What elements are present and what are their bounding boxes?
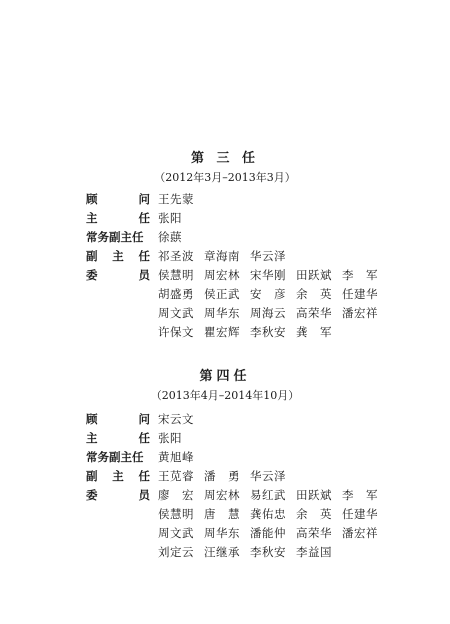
member-name: 宋云文 [158, 412, 194, 426]
member-name: 易红武 [250, 488, 286, 502]
role-label: 副 主 任 [86, 469, 150, 483]
role-label [86, 524, 158, 543]
member-name: 李 军 [342, 268, 378, 282]
member-name: 余 英 [296, 287, 332, 301]
roster-row [86, 304, 426, 323]
member-names [158, 323, 422, 342]
member-name: 侯慧明 [158, 268, 194, 282]
member-name: 周文武 [158, 306, 194, 320]
roster-row [86, 247, 426, 266]
member-name: 周华东 [204, 526, 240, 540]
member-names [158, 228, 422, 247]
member-names [158, 285, 422, 304]
roster-row [86, 524, 426, 543]
member-name: 徐蕻 [158, 230, 182, 244]
member-name: 周宏林 [204, 268, 240, 282]
role-label: 委 员 [86, 268, 150, 282]
member-name: 周海云 [250, 306, 286, 320]
role-label: 主 任 [86, 431, 150, 445]
member-name: 余 英 [296, 507, 332, 521]
roster-row [86, 429, 426, 448]
member-names [158, 247, 422, 266]
member-name: 田跃斌 [296, 268, 332, 282]
roster-row [86, 410, 426, 429]
member-names [158, 448, 422, 467]
member-names [158, 429, 422, 448]
member-name: 潘 勇 [204, 469, 240, 483]
member-name: 高荣华 [296, 306, 332, 320]
role-label: 委 员 [86, 488, 150, 502]
member-name: 王先蒙 [158, 192, 194, 206]
role-label [86, 505, 158, 524]
member-name: 廖 宏 [158, 488, 194, 502]
member-name: 任建华 [342, 507, 378, 521]
role-label: 主 任 [86, 211, 150, 225]
member-name: 刘定云 [158, 545, 194, 559]
member-names [158, 190, 422, 209]
member-name: 侯正武 [204, 287, 240, 301]
member-name: 许保文 [158, 325, 194, 339]
roster-row [86, 285, 426, 304]
member-name: 华云泽 [250, 469, 286, 483]
roster-fourth-term [86, 410, 426, 562]
role-label: 常 务 副 主 任 [86, 450, 144, 464]
member-names [158, 410, 422, 429]
member-name: 章海南 [204, 249, 240, 263]
roster-third-term [86, 190, 426, 342]
member-names [158, 505, 422, 524]
member-name: 潘宏祥 [342, 526, 378, 540]
member-name: 李 军 [342, 488, 378, 502]
section-fourth-term [0, 368, 450, 404]
section-period: （2012年3月–2013年3月） [154, 171, 296, 184]
roster-row [86, 467, 426, 486]
member-names [158, 543, 422, 562]
member-name: 黄旭峰 [158, 450, 194, 464]
member-name: 李秋安 [250, 325, 286, 339]
member-names [158, 304, 422, 323]
role-label: 顾 问 [86, 412, 150, 426]
member-name: 王苋睿 [158, 469, 194, 483]
member-name: 周华东 [204, 306, 240, 320]
member-name: 龚 军 [296, 325, 332, 339]
member-name: 安 彦 [250, 287, 286, 301]
member-name: 潘能仲 [250, 526, 286, 540]
member-name: 唐 慧 [204, 507, 240, 521]
member-name: 胡盛勇 [158, 287, 194, 301]
member-names [158, 266, 422, 285]
role-label [86, 285, 158, 304]
role-label [86, 323, 158, 342]
role-label: 副 主 任 [86, 249, 150, 263]
roster-row [86, 209, 426, 228]
roster-row [86, 190, 426, 209]
member-name: 李益国 [296, 545, 332, 559]
section-third-term [0, 150, 450, 186]
member-names [158, 467, 422, 486]
member-name: 高荣华 [296, 526, 332, 540]
member-name: 汪继承 [204, 545, 240, 559]
member-name: 宋华刚 [250, 268, 286, 282]
member-name: 瞿宏辉 [204, 325, 240, 339]
member-name: 周宏林 [204, 488, 240, 502]
member-name: 潘宏祥 [342, 306, 378, 320]
roster-row [86, 543, 426, 562]
section-title: 第四任 [199, 369, 251, 384]
role-label: 常 务 副 主 任 [86, 230, 144, 244]
member-names [158, 209, 422, 228]
role-label [86, 304, 158, 323]
section-title: 第 三 任 [190, 151, 260, 166]
roster-row [86, 228, 426, 247]
member-name: 张阳 [158, 211, 182, 225]
member-name: 华云泽 [250, 249, 286, 263]
member-name: 龚佑忠 [250, 507, 286, 521]
role-label: 顾 问 [86, 192, 150, 206]
section-period: （2013年4月–2014年10月） [150, 389, 300, 402]
role-label [86, 543, 158, 562]
member-name: 侯慧明 [158, 507, 194, 521]
roster-row [86, 486, 426, 505]
member-name: 祁圣波 [158, 249, 194, 263]
member-names [158, 524, 422, 543]
roster-row [86, 323, 426, 342]
roster-row [86, 448, 426, 467]
roster-row [86, 505, 426, 524]
member-name: 周文武 [158, 526, 194, 540]
member-name: 任建华 [342, 287, 378, 301]
member-names [158, 486, 422, 505]
roster-row [86, 266, 426, 285]
member-name: 张阳 [158, 431, 182, 445]
member-name: 李秋安 [250, 545, 286, 559]
member-name: 田跃斌 [296, 488, 332, 502]
